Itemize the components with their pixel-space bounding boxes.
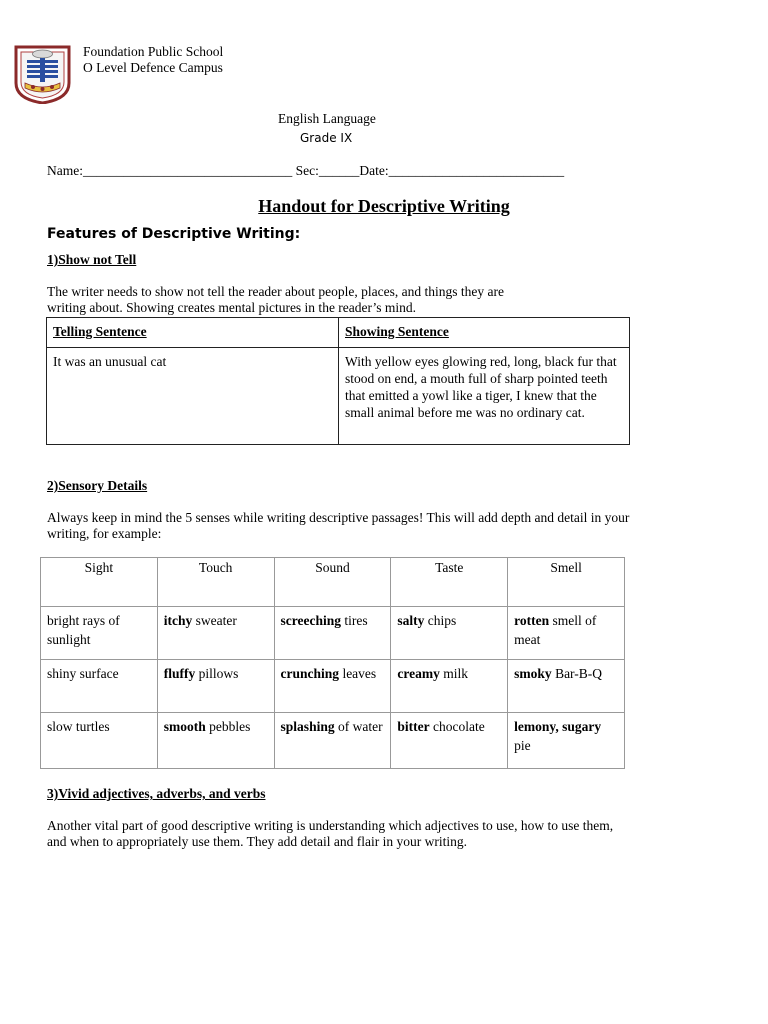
section2-paragraph-line2: writing, for example: bbox=[47, 526, 162, 541]
section1-paragraph-line1: The writer needs to show not tell the reader about people, places, and things they are bbox=[47, 284, 504, 299]
section1-heading: 1)Show not Tell bbox=[47, 252, 137, 267]
table-cell: crunching leaves bbox=[274, 660, 391, 713]
school-header bbox=[83, 44, 223, 76]
school-crest-logo bbox=[13, 43, 72, 104]
table-cell: fluffy pillows bbox=[157, 660, 274, 713]
features-heading: Features of Descriptive Writing: bbox=[47, 226, 301, 242]
section1-paragraph bbox=[47, 284, 727, 316]
showing-sentence: With yellow eyes glowing red, long, black fur that stood on end, a mouth full of sharp pointed teeth that emitted a yowl like a tiger, I knew that the small animal before me was no ordinary cat. bbox=[339, 348, 630, 445]
section3-paragraph bbox=[47, 818, 727, 850]
table-cell: screeching tires bbox=[274, 607, 391, 660]
header-sight: Sight bbox=[41, 558, 158, 607]
section2-heading: 2)Sensory Details bbox=[47, 478, 148, 493]
header-smell: Smell bbox=[508, 558, 625, 607]
section3-paragraph-line2: and when to appropriately use them. They add detail and flair in your writing. bbox=[47, 834, 468, 849]
table-row bbox=[41, 713, 625, 769]
sensory-details-table bbox=[40, 557, 625, 769]
table-cell: smooth pebbles bbox=[157, 713, 274, 769]
grade-label: Grade IX bbox=[300, 131, 353, 145]
table-row bbox=[41, 660, 625, 713]
table-cell: salty chips bbox=[391, 607, 508, 660]
showing-header: Showing Sentence bbox=[339, 318, 630, 348]
table-cell: smoky Bar-B-Q bbox=[508, 660, 625, 713]
section1-paragraph-line2: writing about. Showing creates mental pictures in the reader’s mind. bbox=[47, 300, 417, 315]
table-cell: creamy milk bbox=[391, 660, 508, 713]
table-cell: bright rays of sunlight bbox=[41, 607, 158, 660]
show-tell-table bbox=[46, 317, 630, 445]
table-cell: slow turtles bbox=[41, 713, 158, 769]
header-touch: Touch bbox=[157, 558, 274, 607]
telling-sentence: It was an unusual cat bbox=[47, 348, 339, 445]
student-info-line: Name:_______________________________ Sec:______Date:__________________________ bbox=[47, 163, 565, 178]
campus-name: O Level Defence Campus bbox=[83, 60, 223, 75]
table-cell: lemony, sugary pie bbox=[508, 713, 625, 769]
header-taste: Taste bbox=[391, 558, 508, 607]
section2-paragraph bbox=[47, 510, 727, 542]
table-cell: shiny surface bbox=[41, 660, 158, 713]
handout-title: Handout for Descriptive Writing bbox=[258, 196, 510, 216]
table-cell: rotten smell of meat bbox=[508, 607, 625, 660]
table-row bbox=[41, 607, 625, 660]
table-cell: bitter chocolate bbox=[391, 713, 508, 769]
section3-paragraph-line1: Another vital part of good descriptive writing is understanding which adjectives to use, how to use them, bbox=[47, 818, 614, 833]
table-cell: itchy sweater bbox=[157, 607, 274, 660]
section2-paragraph-line1: Always keep in mind the 5 senses while writing descriptive passages! This will add depth and detail in your bbox=[47, 510, 630, 525]
telling-header: Telling Sentence bbox=[47, 318, 339, 348]
school-name: Foundation Public School bbox=[83, 44, 224, 59]
header-sound: Sound bbox=[274, 558, 391, 607]
table-cell: splashing of water bbox=[274, 713, 391, 769]
subject-label: English Language bbox=[278, 111, 376, 126]
section3-heading: 3)Vivid adjectives, adverbs, and verbs bbox=[47, 786, 266, 801]
